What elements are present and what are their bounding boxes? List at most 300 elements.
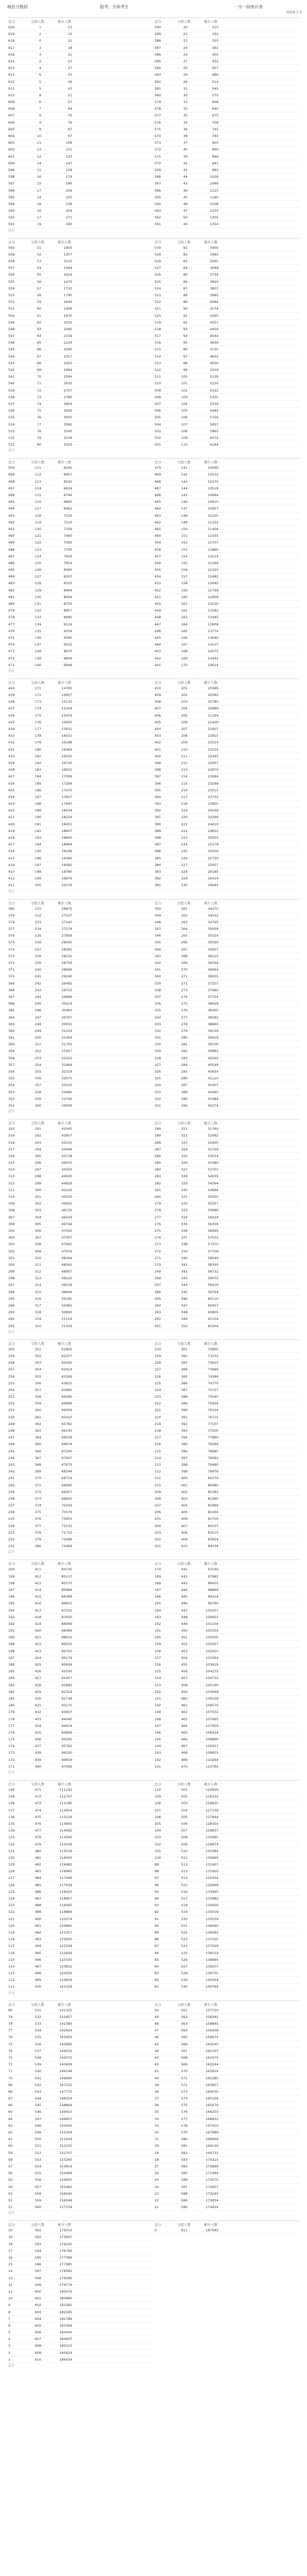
table-row [154, 346, 300, 353]
cumulative-cell: 16369 [61, 747, 72, 752]
count-cell: 331 [181, 1195, 187, 1199]
count-cell: 180 [35, 747, 41, 752]
score-cell: 475 [8, 635, 15, 640]
score-cell: 76 [8, 2035, 13, 2040]
count-cell: 79 [37, 435, 41, 440]
count-cell: 401 [181, 1483, 187, 1487]
score-cell: 384 [155, 862, 161, 867]
table-row [154, 1723, 300, 1730]
count-cell: 494 [35, 1944, 41, 1948]
table-row [7, 1628, 154, 1634]
table-row [7, 194, 154, 201]
table-row [7, 1594, 154, 1600]
cumulative-cell: 486 [212, 73, 218, 77]
count-cell: 217 [181, 794, 187, 799]
cumulative-cell: 65059 [61, 1408, 72, 1413]
cumulative-cell: 123335 [59, 1957, 72, 1962]
count-cell: 240 [35, 968, 41, 972]
cumulative-cell: 28999 [61, 968, 72, 972]
cumulative-cell: 28045 [61, 940, 72, 945]
count-cell: 416 [35, 1601, 41, 1606]
count-cell: 436 [35, 1737, 41, 1742]
table-row [7, 1875, 154, 1882]
count-cell: 523 [181, 1937, 187, 1942]
cumulative-cell: 88489 [61, 1629, 72, 1633]
count-cell: 133 [35, 615, 41, 620]
table-row [154, 1069, 300, 1075]
count-cell: 498 [35, 1971, 41, 1976]
score-cell: 182 [8, 1689, 15, 1694]
table-row [7, 2234, 154, 2241]
table-row [154, 2075, 300, 2082]
cumulative-cell: 20785 [208, 700, 218, 704]
score-cell: 2 [8, 2350, 11, 2355]
score-cell: 354 [8, 1083, 15, 1088]
count-cell: 161 [181, 602, 187, 606]
score-cell: 548 [8, 327, 15, 331]
count-cell: 488 [35, 1903, 41, 1908]
score-cell: 135 [8, 1821, 15, 1826]
score-cell: 402 [155, 740, 161, 745]
score-cell: 467 [155, 486, 161, 490]
score-cell: 445 [155, 635, 161, 640]
table-row [154, 1028, 300, 1035]
cumulative-cell: 94040 [61, 1717, 72, 1721]
cumulative-cell: 3734 [210, 273, 218, 277]
score-cell: 607 [8, 113, 15, 118]
score-cell: 301 [8, 1256, 15, 1260]
score-cell: 172 [8, 1757, 15, 1762]
table-row [154, 1166, 300, 1173]
score-cell: 67 [8, 2096, 13, 2101]
score-cell: 316 [8, 1154, 15, 1158]
table-row [154, 1234, 300, 1241]
count-cell: 360 [35, 1408, 41, 1413]
table-row [7, 1475, 154, 1482]
count-cell: 370 [35, 1476, 41, 1481]
table-row [154, 2089, 300, 2095]
table-row [7, 1296, 154, 1302]
table-row [154, 258, 300, 265]
table-row [7, 1187, 154, 1194]
count-cell: 561 [181, 2008, 187, 2012]
score-cell: 507 [155, 401, 161, 406]
count-cell: 2 [39, 32, 41, 37]
count-cell: 246 [35, 1008, 41, 1013]
cumulative-cell: 165104 [206, 2096, 218, 2101]
count-cell: 552 [35, 2150, 41, 2155]
table-row [154, 140, 300, 146]
table-row [7, 2007, 154, 2014]
count-cell: 10 [37, 134, 41, 138]
count-cell: 16 [37, 175, 41, 179]
cumulative-cell: 127339 [206, 1808, 218, 1812]
score-cell: 411 [8, 883, 15, 888]
cumulative-cell: 69457 [61, 1489, 72, 1494]
score-cell: 102 [155, 1842, 161, 1846]
cumulative-cell: 150505 [59, 2123, 72, 2128]
cumulative-cell: 4544 [210, 334, 218, 338]
table-row [154, 1868, 300, 1875]
table-row [154, 2041, 300, 2048]
count-cell: 579 [181, 2130, 187, 2134]
cumulative-cell: 56024 [208, 1215, 218, 1219]
table-row [7, 112, 154, 119]
count-cell: 262 [181, 913, 187, 918]
table-row [154, 360, 300, 367]
score-cell: 412 [8, 876, 15, 881]
count-cell: 532 [35, 2014, 41, 2019]
score-cell: 10 [8, 2296, 13, 2301]
score-cell: 292 [8, 1317, 15, 1321]
count-cell: 423 [35, 1649, 41, 1653]
cumulative-cell: 184000 [59, 2330, 72, 2335]
score-cell: 492 [8, 520, 15, 524]
cumulative-cell: 71710 [61, 1530, 72, 1535]
table-row [154, 794, 300, 801]
count-cell: 551 [35, 2144, 41, 2148]
score-cell: 286 [155, 1154, 161, 1158]
table-row [7, 2027, 154, 2034]
cumulative-cell: 10375 [208, 479, 218, 484]
table-row [154, 1434, 300, 1441]
table-row [154, 120, 300, 126]
section-footer: 总分 [8, 1991, 15, 1995]
score-cell: 605 [8, 127, 15, 131]
score-cell: 591 [8, 222, 15, 227]
table-row [154, 553, 300, 560]
cumulative-cell: 9124 [63, 622, 72, 626]
score-cell: 235 [8, 1517, 15, 1521]
count-cell: 417 [35, 1608, 41, 1613]
cumulative-cell: 67240 [61, 1449, 72, 1453]
count-cell: 304 [35, 1215, 41, 1219]
score-cell: 20 [8, 2228, 13, 2233]
cumulative-cell: 27574 [61, 927, 72, 931]
table-row [7, 513, 154, 519]
count-cell: 593 [35, 2242, 41, 2246]
count-cell: 102 [181, 388, 187, 393]
count-cell: 42 [183, 161, 187, 165]
count-cell: 152 [181, 540, 187, 545]
count-cell: 162 [181, 608, 187, 613]
cumulative-cell: 42274 [208, 1103, 218, 1108]
cumulative-cell: 57370 [208, 1242, 218, 1247]
cumulative-cell: 6520 [63, 479, 72, 484]
score-cell: 266 [155, 1290, 161, 1294]
table-row [7, 533, 154, 539]
table-row [7, 587, 154, 594]
score-cell: 491 [8, 527, 15, 531]
count-cell: 610 [35, 2357, 41, 2362]
count-cell: 496 [35, 1957, 41, 1962]
table-row [7, 855, 154, 862]
count-cell: 325 [181, 1154, 187, 1158]
count-cell: 321 [181, 1127, 187, 1131]
cumulative-cell: 18800 [61, 836, 72, 840]
score-cell: 614 [8, 66, 15, 71]
score-cell: 280 [155, 1195, 161, 1199]
count-cell: 177 [35, 727, 41, 731]
cumulative-cell: 96220 [61, 1751, 72, 1755]
table-column [7, 465, 154, 669]
count-cell: 104 [181, 401, 187, 406]
cumulative-cell: 6184 [210, 443, 218, 447]
table-row [7, 1146, 154, 1153]
score-cell: 525 [155, 279, 161, 284]
score-cell: 584 [155, 66, 161, 71]
table-row [7, 1234, 154, 1241]
table-row [154, 442, 300, 448]
column-header: 总分 [155, 1782, 161, 1786]
count-cell: 33 [183, 100, 187, 105]
score-cell: 211 [155, 1476, 161, 1481]
score-cell: 483 [8, 581, 15, 586]
count-cell: 89 [183, 300, 187, 304]
count-cell: 528 [181, 1971, 187, 1976]
score-cell: 246 [8, 1442, 15, 1447]
table-row [154, 2027, 300, 2034]
cumulative-cell: 154369 [59, 2171, 72, 2176]
cumulative-cell: 30214 [61, 1002, 72, 1006]
score-cell: 320 [8, 1127, 15, 1131]
count-cell: 594 [35, 2248, 41, 2253]
table-row [154, 787, 300, 794]
column-header: 累计人数 [204, 460, 217, 465]
count-cell: 80 [37, 443, 41, 447]
count-cell: 239 [35, 961, 41, 965]
score-cell: 96 [155, 1883, 159, 1887]
cumulative-cell: 45530 [61, 1195, 72, 1199]
count-cell: 151 [181, 534, 187, 538]
cumulative-cell: 23732 [208, 794, 218, 799]
count-cell: 8 [39, 127, 41, 131]
score-cell: 104 [155, 1828, 161, 1833]
cumulative-cell: 167989 [206, 2130, 218, 2134]
table-row [7, 875, 154, 882]
cumulative-cell: 38860 [208, 1022, 218, 1026]
cumulative-cell: 982 [212, 167, 218, 172]
score-cell: 39 [155, 2082, 159, 2087]
count-cell: 490 [35, 1917, 41, 1921]
table-row [7, 2248, 154, 2255]
count-cell: 168 [181, 649, 187, 654]
score-cell: 603 [8, 141, 15, 145]
cumulative-cell: 5965 [210, 429, 218, 433]
cumulative-cell: 47357 [61, 1235, 72, 1240]
score-cell: 431 [8, 747, 15, 752]
section-footer: 总分 [8, 1550, 15, 1554]
count-cell: 212 [181, 760, 187, 765]
table-column [154, 2007, 300, 2211]
table-row [154, 401, 300, 408]
cumulative-cell: 43739 [61, 1154, 72, 1158]
column-header: 分段人数 [177, 2223, 191, 2227]
count-cell: 435 [35, 1730, 41, 1735]
cumulative-cell: 105649 [206, 1689, 218, 1694]
table-column [154, 685, 300, 889]
score-cell: 241 [8, 1476, 15, 1481]
cumulative-cell: 12014 [208, 554, 218, 558]
count-cell: 582 [181, 2150, 187, 2155]
cumulative-cell: 25279 [208, 842, 218, 847]
count-cell: 30 [183, 93, 187, 97]
table-row [154, 1929, 300, 1936]
cumulative-cell: 52405 [208, 1140, 218, 1145]
table-row [154, 685, 300, 692]
table-row [7, 86, 154, 92]
count-cell: 437 [35, 1744, 41, 1749]
score-cell: 260 [8, 1347, 15, 1351]
cumulative-cell: 38 [67, 79, 72, 84]
table-row [154, 539, 300, 546]
table-row [154, 24, 300, 31]
table-row [7, 428, 154, 435]
cumulative-cell: 2707 [63, 388, 72, 393]
cumulative-cell: 87 [67, 127, 72, 131]
cumulative-cell: 32719 [61, 1070, 72, 1074]
cumulative-cell: 15130 [61, 700, 72, 704]
count-cell: 249 [35, 1028, 41, 1033]
count-cell: 397 [181, 1455, 187, 1460]
table-row [154, 408, 300, 414]
score-cell: 230 [155, 1347, 161, 1351]
count-cell: 588 [181, 2191, 187, 2196]
count-cell: 149 [181, 520, 187, 524]
table-row [7, 401, 154, 408]
cumulative-cell: 130895 [206, 1855, 218, 1860]
cumulative-cell: 121357 [59, 1930, 72, 1935]
count-cell: 476 [35, 1821, 41, 1826]
table-row [7, 655, 154, 662]
table-row [7, 1268, 154, 1275]
column-header: 累计人数 [204, 901, 217, 905]
score-cell: 30 [155, 2144, 159, 2148]
score-cell: 432 [8, 740, 15, 745]
cumulative-cell: 89332 [61, 1642, 72, 1647]
score-cell: 268 [155, 1276, 161, 1281]
score-cell: 127 [8, 1876, 15, 1880]
score-cell: 72 [8, 2062, 13, 2067]
score-cell: 170 [155, 1567, 161, 1572]
cumulative-cell: 14444 [208, 656, 218, 660]
score-cell: 323 [155, 1090, 161, 1094]
table-row [154, 1421, 300, 1428]
score-cell: 524 [155, 286, 161, 291]
cumulative-cell: 9949 [63, 663, 72, 667]
cumulative-cell: 18224 [61, 815, 72, 820]
table-row [154, 2227, 300, 2234]
cumulative-cell: 13940 [208, 635, 218, 640]
cumulative-cell: 8594 [63, 595, 72, 599]
table-row [7, 1041, 154, 1048]
count-cell: 384 [181, 1367, 187, 1372]
cumulative-cell: 45229 [61, 1188, 72, 1192]
count-cell: 169 [181, 656, 187, 660]
count-cell: 6 [39, 73, 41, 77]
score-section [7, 2221, 300, 2368]
table-row [7, 1103, 154, 1109]
count-cell: 358 [35, 1395, 41, 1399]
score-cell: 359 [8, 1049, 15, 1054]
table-row [7, 499, 154, 505]
count-cell: 330 [181, 1188, 187, 1192]
score-cell: 18 [8, 2242, 13, 2246]
cumulative-cell: 62207 [61, 1353, 72, 1358]
score-cell: 217 [155, 1435, 161, 1440]
table-row [7, 987, 154, 994]
cumulative-cell: 24169 [208, 808, 218, 813]
score-cell: 394 [155, 794, 161, 799]
count-cell: 112 [35, 472, 41, 477]
cumulative-cell: 432 [212, 59, 218, 63]
score-cell: 602 [8, 147, 15, 152]
count-cell: 525 [181, 1951, 187, 1955]
section-footer: 总分 [8, 449, 15, 453]
cumulative-cell: 7339 [63, 527, 72, 531]
count-cell: 566 [181, 2042, 187, 2046]
score-cell: 236 [8, 1510, 15, 1515]
document-date: 2024.7.5 [285, 10, 302, 14]
score-cell: 209 [155, 1489, 161, 1494]
table-row [154, 106, 300, 112]
cumulative-cell: 110764 [206, 1764, 218, 1769]
cumulative-cell: 52082 [208, 1133, 218, 1138]
table-row [154, 2150, 300, 2157]
cumulative-cell: 35059 [208, 927, 218, 931]
table-row [7, 1723, 154, 1730]
column-header: 总分 [155, 460, 161, 465]
cumulative-cell: 3400 [210, 245, 218, 250]
score-cell: 255 [8, 1381, 15, 1385]
score-cell: 570 [155, 161, 161, 165]
count-cell: 245 [35, 1002, 41, 1006]
table-row [7, 2316, 154, 2323]
cumulative-cell: 55690 [208, 1208, 218, 1213]
cumulative-cell: 156599 [59, 2198, 72, 2202]
cumulative-cell: 43 [67, 86, 72, 91]
count-cell: 279 [181, 1028, 187, 1033]
cumulative-cell: 709 [212, 120, 218, 125]
count-cell: 329 [181, 1181, 187, 1185]
count-cell: 343 [181, 1276, 187, 1281]
cumulative-cell: 83924 [208, 1537, 218, 1541]
cumulative-cell: 129365 [206, 1835, 218, 1840]
count-cell: 101 [181, 381, 187, 386]
table-row [7, 1360, 154, 1366]
cumulative-cell: 54694 [208, 1188, 218, 1192]
score-cell: 343 [155, 954, 161, 958]
cumulative-cell: 1305 [210, 215, 218, 220]
table-row [7, 760, 154, 767]
cumulative-cell: 6982 [63, 506, 72, 511]
table-row [154, 265, 300, 272]
cumulative-cell: 29969 [61, 994, 72, 999]
table-row [7, 1428, 154, 1434]
count-cell: 141 [181, 466, 187, 470]
table-row [154, 1353, 300, 1360]
count-cell: 326 [181, 1161, 187, 1165]
count-cell: 421 [35, 1635, 41, 1640]
count-cell: 41 [183, 167, 187, 172]
count-cell: 335 [181, 1222, 187, 1226]
cumulative-cell: 40265 [208, 1056, 218, 1060]
score-cell: 254 [8, 1387, 15, 1392]
table-row [154, 1089, 300, 1096]
cumulative-cell: 109825 [206, 1751, 218, 1755]
score-section [7, 2001, 300, 2216]
count-cell: 182 [35, 760, 41, 765]
